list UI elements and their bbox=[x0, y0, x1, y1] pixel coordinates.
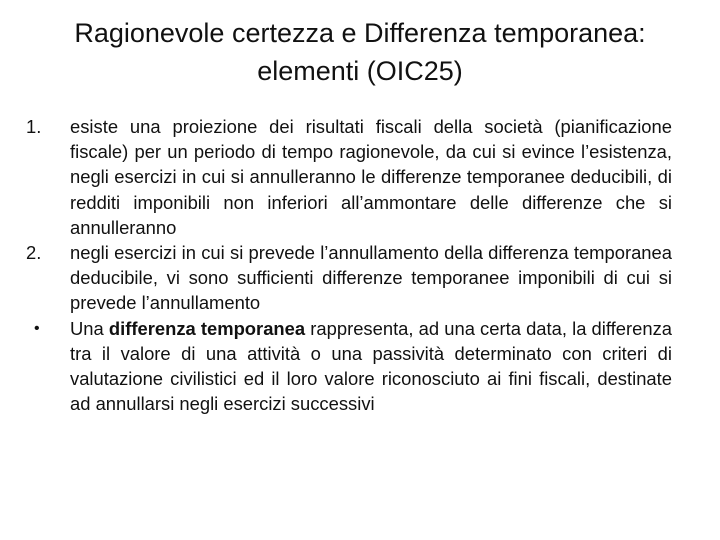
slide-title bbox=[40, 14, 680, 90]
list-item-1 bbox=[26, 114, 672, 240]
list-item-bullet bbox=[26, 316, 672, 417]
bullet-icon: • bbox=[34, 319, 40, 337]
bullet-text-after: rappresenta, ad una certa data, la differenza tra il valore di una attività o una passività determinato con criteri di valutazione civilistici ed il loro valore riconosciuto ai fini fiscali, destinate ad annullarsi negli esercizi successivi bbox=[70, 317, 672, 415]
list-item-1-text: esiste una proiezione dei risultati fiscali della società (pianificazione fiscale) per un periodo di tempo ragionevole, da cui si evince l’esistenza, negli esercizi in cui si annulleranno le differenze temporanee deducibili, di redditi imponibili non inferiori all’ammontare delle differenze che si annulleranno bbox=[70, 116, 672, 238]
bullet-text-bold: differenza temporanea bbox=[108, 317, 306, 339]
content-list bbox=[26, 114, 672, 416]
list-marker-1: 1. bbox=[26, 116, 42, 137]
list-item-2 bbox=[26, 240, 672, 316]
list-marker-2: 2. bbox=[26, 242, 42, 264]
list-item-2-text: negli esercizi in cui si prevede l’annullamento della differenza temporanea deducibile, vi sono sufficienti differenze temporanee imponibili di cui si prevede l’annullamento bbox=[70, 242, 672, 314]
slide-title-line-2: elementi (OIC25) bbox=[257, 56, 463, 86]
bullet-text-before: Una bbox=[70, 317, 109, 339]
slide-title-line-1: Ragionevole certezza e Differenza temporanea: bbox=[74, 18, 646, 48]
